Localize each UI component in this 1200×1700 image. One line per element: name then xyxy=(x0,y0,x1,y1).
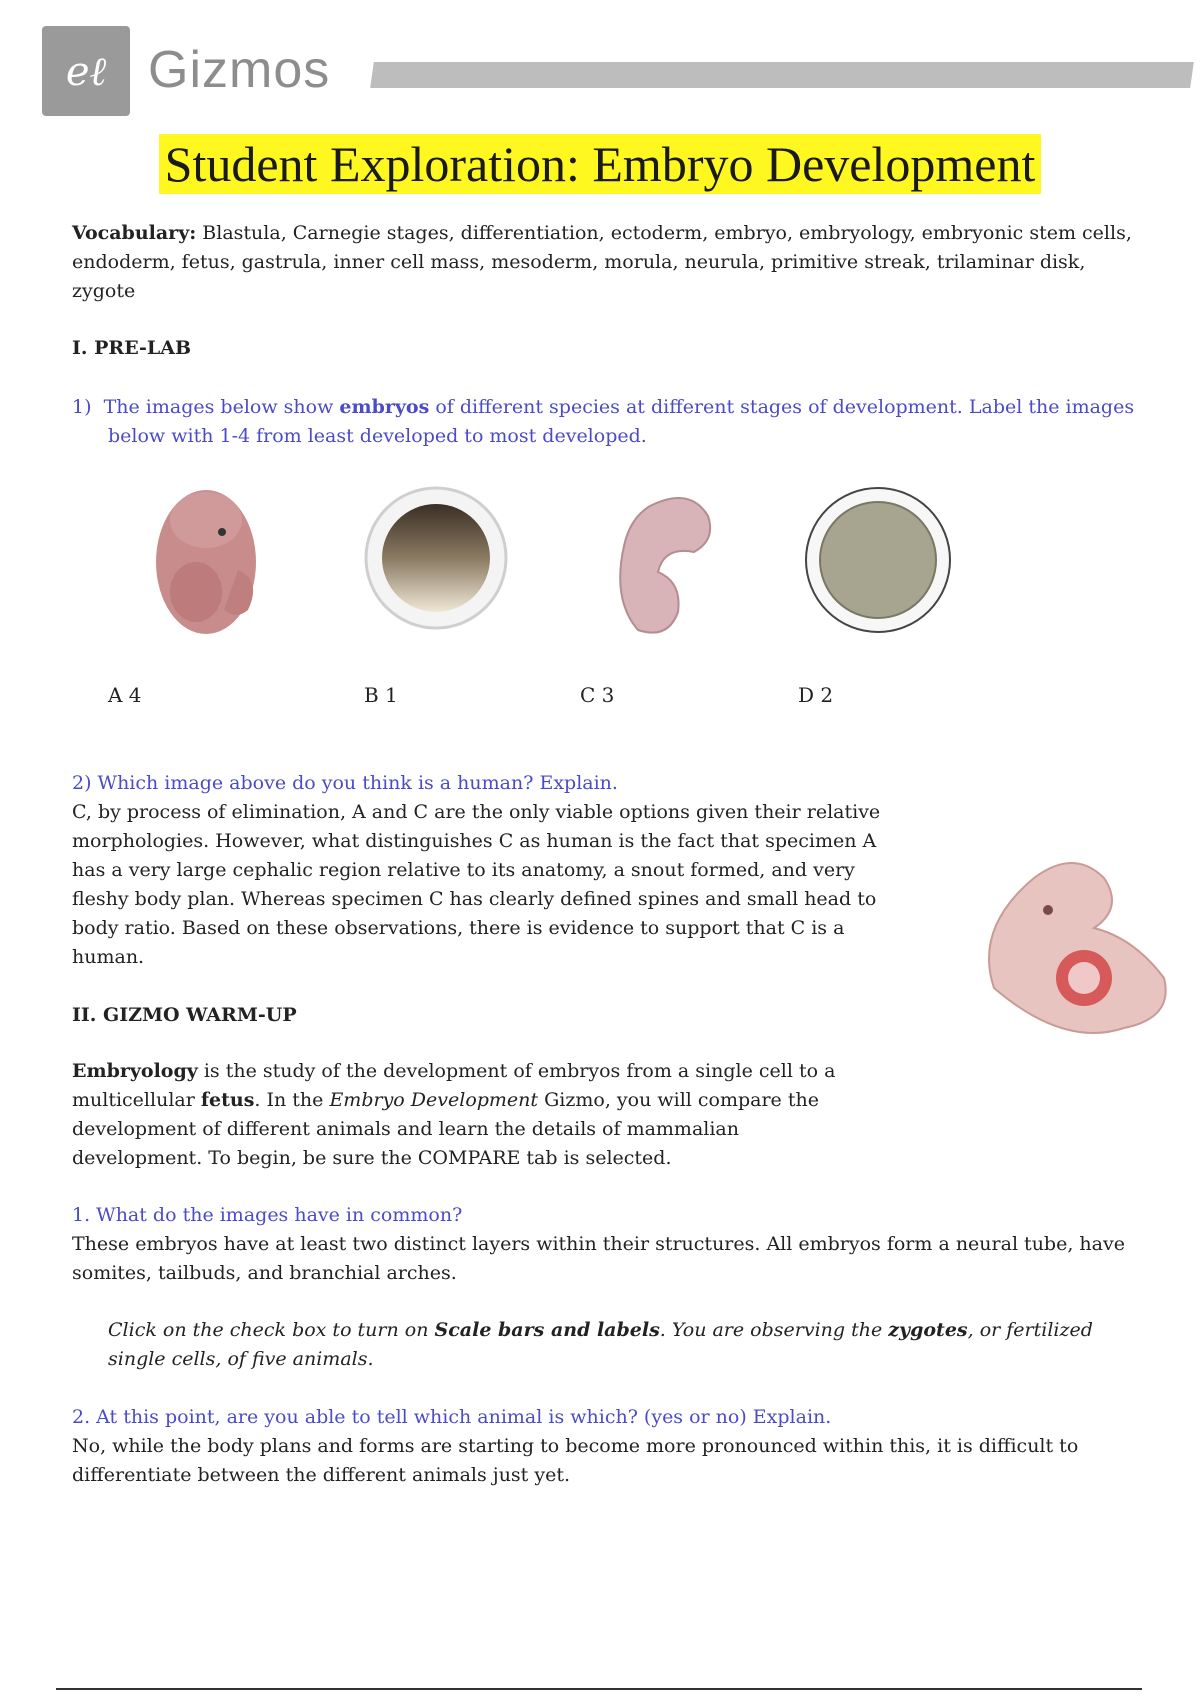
gizmos-header xyxy=(42,26,1192,118)
instr-text-2: . You are observing the xyxy=(659,1319,889,1341)
warmup-q1-answer: These embryos have at least two distinct layers within their structures. All embryos form a neural tube, have somites, tailbuds, and branchial arches. xyxy=(72,1233,1125,1284)
gizmo-name: Embryo Development xyxy=(329,1089,539,1111)
q2-answer: C, by process of elimination, A and C are the only viable options given their relative morphologies. However, what distinguishes C as human is the fact that specimen A has a very large cephalic region relative to its anatomy, a snout formed, and very fleshy body plan. Whereas specimen C has clearly defined spines and small head to body ratio. Based on these observations, there is evidence to support that C is a human. xyxy=(72,801,881,968)
header-bar xyxy=(370,62,1194,88)
q2-prompt: 2) Which image above do you think is a human? Explain. xyxy=(72,772,618,794)
el-logo-icon: 𝑒ℓ xyxy=(42,26,130,116)
title-wrap xyxy=(0,134,1200,194)
q1-text-after: of different species at different stages of development. Label the images below with 1-4 from least developed to most developed. xyxy=(108,396,1135,447)
zygotes-term: zygotes xyxy=(888,1319,968,1341)
warmup-heading: II. GIZMO WARM-UP xyxy=(72,1004,297,1026)
brand-name: Gizmos xyxy=(148,41,331,99)
warmup-q2-prompt: 2. At this point, are you able to tell which animal is which? (yes or no) Explain. xyxy=(72,1406,832,1428)
warmup-text-3: Gizmo, you will compare the development of different animals and learn the details of mammalian development. To begin, be sure the COMPARE tab is selected. xyxy=(72,1089,819,1169)
fetus-term: fetus xyxy=(200,1089,255,1111)
instr-text-3: , or fertilized single cells, of five animals. xyxy=(108,1319,1093,1370)
warmup-paragraph xyxy=(72,1057,872,1173)
vocabulary xyxy=(72,219,1152,306)
warmup-q2-answer: No, while the body plans and forms are starting to become more pronounced within this, it is difficult to differentiate between the different animals just yet. xyxy=(72,1435,1079,1486)
warmup-q1-prompt: 1. What do the images have in common? xyxy=(72,1204,463,1226)
embryo-images xyxy=(0,470,1200,650)
q1-text-before: The images below show xyxy=(103,396,340,418)
warmup-question-2 xyxy=(72,1403,1152,1490)
embryology-term: Embryology xyxy=(72,1060,198,1082)
vocabulary-label: Vocabulary: xyxy=(72,222,197,244)
footer-divider xyxy=(56,1688,1142,1690)
q1-bold: embryos xyxy=(339,396,430,418)
instr-text-1: Click on the check box to turn on xyxy=(108,1319,435,1341)
page-title: Student Exploration: Embryo Development xyxy=(159,134,1042,194)
scale-bars-term: Scale bars and labels xyxy=(434,1319,660,1341)
embryo-image-d xyxy=(806,488,950,632)
warmup-question-1 xyxy=(72,1201,1152,1288)
embryo-image-c xyxy=(620,498,710,633)
human-embryo-image xyxy=(964,848,1184,1038)
label-a: A 4 xyxy=(108,683,142,707)
q1-number: 1) xyxy=(72,396,92,418)
embryo-image-a xyxy=(156,490,256,634)
warmup-text-2: . In the xyxy=(254,1089,330,1111)
vocabulary-terms: Blastula, Carnegie stages, differentiation, ectoderm, embryo, embryology, embryonic stem cells, endoderm, fetus, gastrula, inner cell mass, mesoderm, morula, neurula, primitive streak, trilaminar disk, zygote xyxy=(72,222,1132,302)
warmup-instruction xyxy=(108,1316,1148,1374)
label-c: C 3 xyxy=(580,683,615,707)
prelab-question-1 xyxy=(72,393,1138,451)
prelab-question-2 xyxy=(72,769,912,972)
prelab-heading: I. PRE-LAB xyxy=(72,337,192,359)
label-b: B 1 xyxy=(364,683,398,707)
warmup-text-1: is the study of the development of embryos from a single cell to a multicellular xyxy=(72,1060,836,1111)
embryo-image-b xyxy=(366,488,506,628)
label-d: D 2 xyxy=(798,683,834,707)
